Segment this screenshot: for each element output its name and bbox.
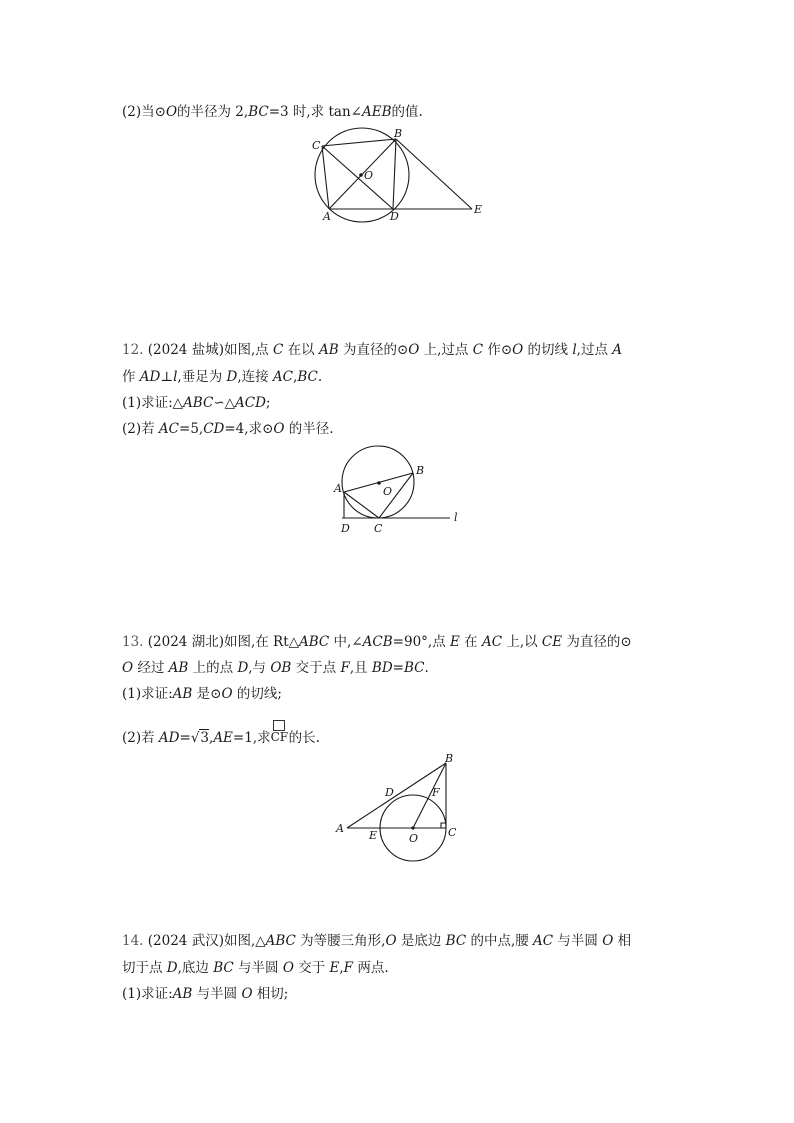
label-o: O <box>364 169 374 182</box>
label-l: l <box>454 511 458 524</box>
segment-ba <box>329 139 396 209</box>
q13-line2: O 经过 AB 上的点 D,与 OB 交于点 F,且 BD=BC. <box>122 660 429 676</box>
label-c: C <box>448 826 457 839</box>
segment-cb <box>322 139 396 146</box>
q13-line1: 13. (2024 湖北)如图,在 Rt△ABC 中,∠ACB=90°,点 E 在 AC 上,以 CE 为直径的⊙ <box>122 634 632 650</box>
figure-circle-square <box>300 122 500 230</box>
q13-part2: (2)若 AD=√3,AE=1,求 CF 的长. <box>122 720 320 747</box>
label-d: D <box>390 210 399 223</box>
label-f: F <box>432 786 440 799</box>
figure-right-triangle-circle <box>330 750 470 868</box>
label-e: E <box>369 829 378 842</box>
center-dot <box>411 826 414 829</box>
q14-line2: 切于点 D,底边 BC 与半圆 O 交于 E,F 两点. <box>122 960 389 976</box>
sqrt-3: √3 <box>190 730 210 746</box>
label-o: O <box>409 832 419 845</box>
label-a: A <box>336 822 344 835</box>
q12-line2: 作 AD⊥l,垂足为 D,连接 AC,BC. <box>122 369 323 385</box>
label-c: C <box>374 522 383 535</box>
label-o: O <box>383 485 393 498</box>
center-dot <box>377 481 381 485</box>
segment-cd <box>322 146 393 209</box>
q12-part2: (2)若 AC=5,CD=4,求⊙O 的半径. <box>122 421 334 437</box>
segment-ca <box>322 146 329 209</box>
center-dot <box>359 173 363 177</box>
label-d: D <box>385 786 394 799</box>
arc-cf-symbol: CF <box>271 720 289 746</box>
figure-tangent-line <box>330 444 470 536</box>
label-a: A <box>334 482 342 495</box>
label-b: B <box>394 127 403 140</box>
segment-be <box>396 139 472 209</box>
label-e: E <box>474 203 483 216</box>
q11-part2: (2)当⊙O的半径为 2,BC=3 时,求 tan∠AEB的值. <box>122 104 423 120</box>
q12-part1: (1)求证:△ABC∽△ACD; <box>122 395 271 411</box>
label-b: B <box>416 464 425 477</box>
label-a: A <box>323 210 331 223</box>
label-d: D <box>341 522 350 535</box>
q14-part1: (1)求证:AB 与半圆 O 相切; <box>122 986 289 1002</box>
label-c: C <box>312 139 321 152</box>
q13-part1: (1)求证:AB 是⊙O 的切线; <box>122 686 282 702</box>
label-b: B <box>445 752 454 765</box>
q14-line1: 14. (2024 武汉)如图,△ABC 为等腰三角形,O 是底边 BC 的中点,腰 AC 与半圆 O 相 <box>122 933 632 949</box>
q12-line1: 12. (2024 盐城)如图,点 C 在以 AB 为直径的⊙O 上,过点 C 作⊙O 的切线 l,过点 A <box>122 342 623 358</box>
segment-bd <box>393 139 396 209</box>
